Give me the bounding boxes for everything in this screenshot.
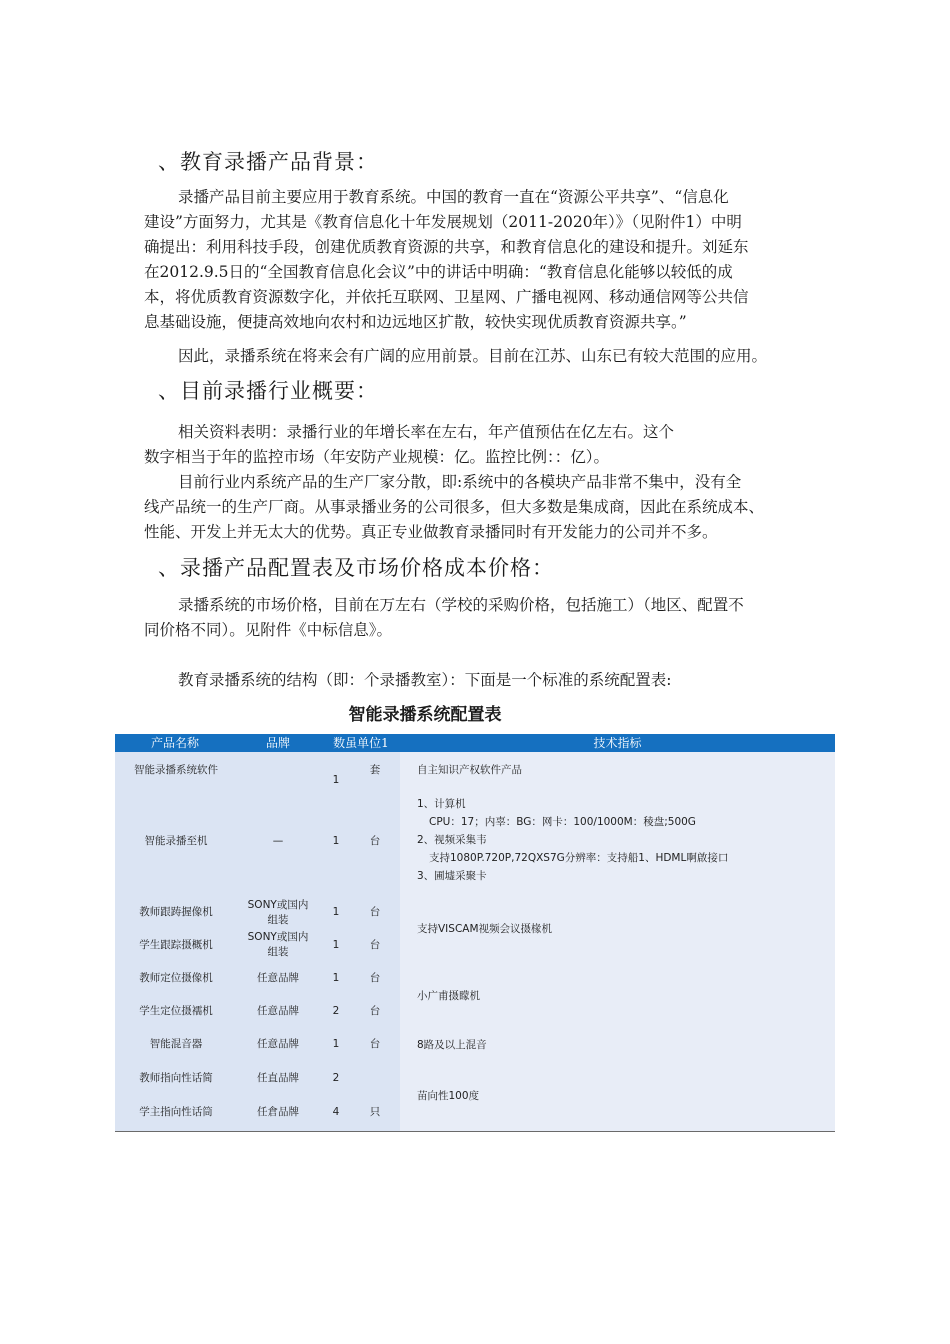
spec-software: 自主知识产权软件产品	[417, 764, 522, 776]
row-unit: 台	[369, 1038, 381, 1050]
text-line: 性能、开发上并无太大的优势。真正专业做教育录播同时有开发能力的公司并不多。	[144, 523, 718, 541]
spec-tracking: 支持VISCAM视频会议摄椽机	[417, 923, 553, 935]
section-heading-background: 、教育录播产品背景：	[158, 150, 378, 174]
row-brand: 任直品牌	[257, 1072, 299, 1084]
section-heading-config: 、录播产品配置表及市场价格成本价格：	[158, 556, 554, 580]
row-brand: 任倉品牌	[257, 1106, 299, 1118]
row-unit: 套	[369, 764, 381, 776]
table-bottom-border	[115, 1131, 835, 1132]
table-header-bar	[115, 734, 835, 752]
row-product-name: 学生跟踪摄概机	[139, 939, 213, 951]
row-unit: 台	[369, 835, 381, 847]
table-title-text: 智能录播系统配置表	[348, 705, 502, 725]
text-line: 数字相当于年的监控市场（年安防产业规模：亿。监控比例：：亿）。	[144, 448, 610, 466]
row-product-name: 教师指向性话简	[139, 1072, 213, 1084]
row-unit: 台	[369, 906, 381, 918]
row-qty: 1	[332, 939, 340, 951]
row-product-name: 教师跟踌握像机	[139, 906, 213, 918]
spec-line: 1、计算机	[417, 798, 466, 810]
text-line: 录播产品目前主要应用于教育系统。中国的教育一直在“资源公平共享”、“信息化	[178, 188, 729, 206]
paragraph-industry-data	[144, 420, 816, 470]
text-line: 因此，录播系统在将来会有广阔的应用前景。目前在江苏、山东已有较大范围的应用。	[178, 347, 768, 365]
row-product-name: 智能混音器	[149, 1038, 203, 1050]
row-qty: 2	[332, 1005, 340, 1017]
row-unit: 只	[369, 1106, 381, 1118]
paragraph-price	[144, 593, 816, 643]
text-line: 目前行业内系统产品的生产厂家分散，即:系统中的各模块产品非常不集中，没有全	[178, 473, 742, 491]
text-line: 确提出：利用科技手段，创建优质教育资源的共享，和教育信息化的建设和提升。刘延东	[144, 238, 749, 256]
spec-line: 支持1080P.720P,72QXS7G分辨率：支持船1、HDML啊啟接口	[429, 852, 729, 864]
section-heading-industry: 、目前录播行业概要：	[158, 379, 378, 403]
row-qty: 1	[332, 774, 340, 786]
row-brand: 任意品牌	[257, 1005, 299, 1017]
spec-mixer: 8路及以上混音	[417, 1039, 487, 1051]
row-product-name: 智能录播至机	[144, 835, 208, 847]
text-line: 同价格不同）。见附件《中标信息》。	[144, 621, 393, 639]
text-line: 相关资料表明：录播行业的年增长率在左右，年产值预估在亿左右。这个	[178, 423, 675, 441]
paragraph-background	[144, 185, 816, 335]
row-brand: SONY或国内组装	[247, 931, 309, 958]
spec-line: CPU：17；内辜：BG：网卡：100/1000M：稜盘;500G	[429, 816, 696, 828]
row-qty: 1	[332, 906, 340, 918]
spec-positioning: 小广甫摄矇机	[417, 990, 480, 1002]
header-product-name: 产品名称	[150, 736, 199, 750]
text-line: 在2012.9.5日的“全国教育信息化会议”中的讲话中明确：“教育信息化能够以较低的成	[144, 263, 733, 281]
paragraph-structure	[144, 668, 816, 693]
row-product-name: 智能录播系统软件	[134, 764, 218, 776]
row-product-name: 学主指向性话筒	[139, 1106, 213, 1118]
header-qty-unit: 数虽单位1	[333, 736, 389, 750]
spec-mic: 苗向性100度	[417, 1090, 480, 1102]
row-unit: 台	[369, 1005, 381, 1017]
row-qty: 4	[332, 1106, 340, 1118]
row-product-name: 学生定位摄襦机	[139, 1005, 213, 1017]
row-qty: 1	[332, 1038, 340, 1050]
row-brand: —	[272, 835, 284, 847]
spec-line: 3、圃墟采聚卡	[417, 870, 487, 882]
text-line: 本，将优质教育资源数字化，并依托互联网、卫星网、广播电视网、移动通信网等公共信	[144, 288, 749, 306]
text-line: 息基础设施，便捷高效地向农村和边远地区扩散，较快实现优质教育资源共享。”	[144, 313, 687, 331]
row-unit: 台	[369, 939, 381, 951]
row-unit: 台	[369, 972, 381, 984]
row-qty: 2	[332, 1072, 340, 1084]
paragraph-industry-vendors	[144, 470, 816, 545]
table-title	[0, 700, 950, 725]
text-line: 录播系统的市场价格，目前在万左右（学校的采购价格，包括施工）（地区、配置不	[178, 596, 744, 614]
row-qty: 1	[332, 835, 340, 847]
text-line: 教育录播系统的结构（即：个录播教室）：下面是一个标准的系统配置表:	[178, 671, 672, 689]
text-line: 建设”方面努力，尤其是《教育信息化十年发展规划（2011-2020年）》（见附件1）中明	[144, 213, 742, 231]
spec-host	[417, 795, 728, 885]
header-spec: 技术指标	[593, 736, 642, 750]
row-brand: 任意品牌	[257, 1038, 299, 1050]
spec-line: 2、视频采集韦	[417, 834, 487, 846]
config-table	[115, 734, 835, 1132]
row-product-name: 教师定位摄像机	[139, 972, 213, 984]
paragraph-prospect	[144, 344, 844, 369]
header-brand: 品牌	[265, 736, 290, 750]
row-brand: SONY或国内组装	[247, 899, 309, 926]
text-line: 线产品统一的生产厂商。从事录播业务的公司很多，但大多数是集成商，因此在系统成本、	[144, 498, 765, 516]
row-qty: 1	[332, 972, 340, 984]
row-brand: 任意品牌	[257, 972, 299, 984]
